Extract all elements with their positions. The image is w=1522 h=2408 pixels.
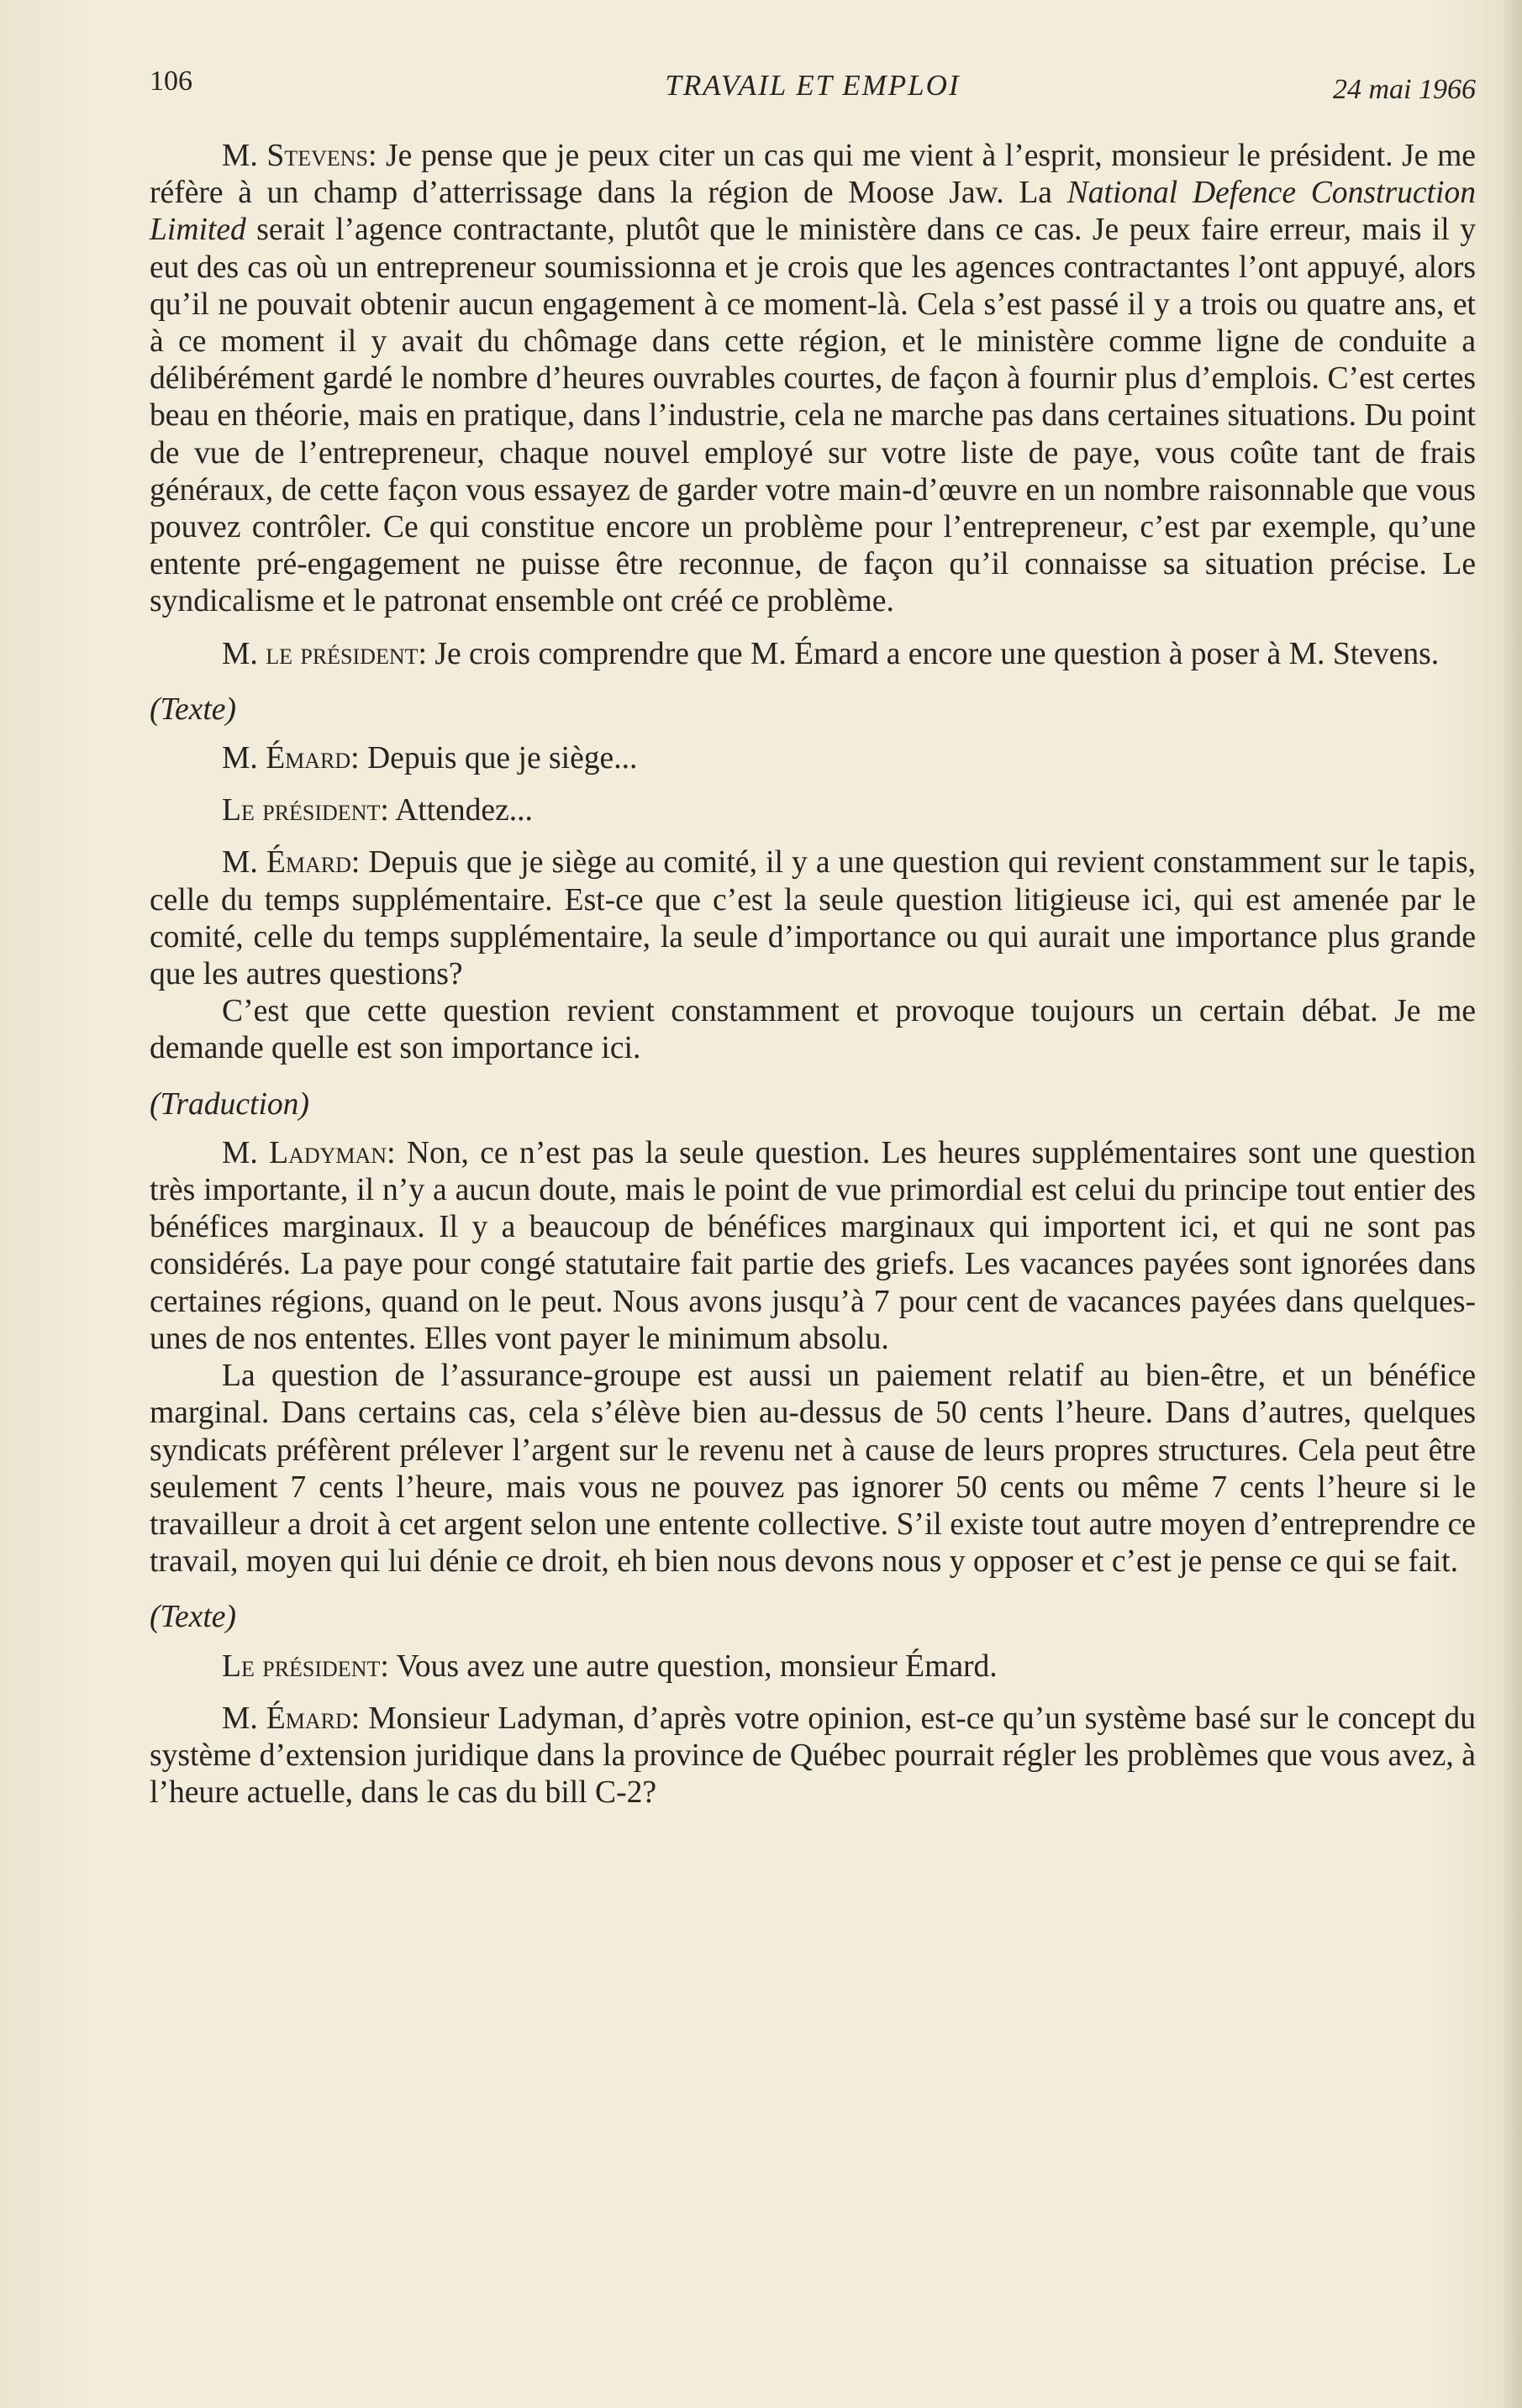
speaker-label: M. Stevens: xyxy=(222,139,377,173)
speaker-label: M. Émard: xyxy=(222,845,361,881)
speech-italic-name: National Defence Construction Limited xyxy=(150,176,1477,248)
paragraph-president xyxy=(150,636,1476,673)
paragraph-president-3 xyxy=(150,1648,1476,1685)
header-date: 24 mai 1966 xyxy=(1333,74,1476,105)
speech-text: Depuis que je siège... xyxy=(359,741,638,776)
page-number: 106 xyxy=(150,66,192,97)
speech-text: Depuis que je siège au comité, il y a une question qui revient constamment sur le tapis, celle du temps supplémentaire. Est-ce que c’est la seule question litigieuse ici, qui est amenée par le comité, celle du temps supplémentaire, la seule d’importance ou qui aurait une importance plus grande que les autres questions? xyxy=(150,845,1477,992)
speech-text: Attendez... xyxy=(388,793,533,828)
speech-text: Vous avez une autre question, monsieur Émard. xyxy=(388,1648,998,1684)
paragraph-stevens xyxy=(150,138,1476,621)
language-tag-texte-2: (Texte) xyxy=(150,1600,236,1635)
speaker-label: Le président: xyxy=(222,1648,389,1684)
speaker-label: M. Émard: xyxy=(222,741,360,776)
speaker-label: M. le président: xyxy=(222,636,427,671)
page-edge-shadow xyxy=(1504,0,1522,2408)
paragraph-ladyman-2: La question de l’assurance-groupe est aussi un paiement relatif au bien-être, et un bénéfice marginal. Dans certains cas, cela s’élève bien au-dessus de 50 cents l’heure. Dans d’autres, quelques syndicats préfèrent prélever l’argent sur le revenu net à cause de leurs propres structures. Cela peut être seulement 7 cents l’heure, mais vous ne pouvez pas ignorer 50 cents ou même 7 cents l’heure si le travailleur a droit à cet argent selon une entente collective. S’il existe tout autre moyen d’entreprendre ce travail, moyen qui lui dénie ce droit, eh bien nous devons nous y opposer et c’est je pense ce qui se fait. xyxy=(150,1359,1476,1580)
paragraph-president-2 xyxy=(150,792,1476,829)
speech-text-continued: serait l’agence contractante, plutôt que le ministère dans ce cas. Je peux faire erreur, mais il y eut des cas où un entrepreneur soumissionna et je crois que les agences contractantes l’ont appuyé, alors qu’il ne pouvait obtenir aucun engagement à ce moment-là. Cela s’est passé il y a trois ou quatre ans, et à ce moment il y avait du chômage dans cette région, et le ministère comme ligne de conduite a délibérément gardé le nombre d’heures ouvrables courtes, de façon à fournir plus d’emplois. C’est certes beau en théorie, mais en pratique, dans l’industrie, cela ne marche pas dans certaines situations. Du point de vue de l’entrepreneur, chaque nouvel employé sur votre liste de paye, vous coûte tant de frais généraux, de cette façon vous essayez de garder votre main-d’œuvre en un nombre raisonnable que vous pouvez contrôler. Ce qui constitue encore un problème pour l’entrepreneur, c’est par exemple, qu’une entente pré-engagement ne puisse être reconnue, de façon qu’il connaisse sa situation précise. Le syndicalisme et le patronat ensemble ont créé ce problème. xyxy=(150,213,1476,619)
paragraph-emard-4 xyxy=(150,1701,1476,1812)
language-tag-texte: (Texte) xyxy=(150,691,236,727)
speech-text: Je crois comprendre que M. Émard a encore une question à poser à M. Stevens. xyxy=(426,636,1440,671)
speech-text: Non, ce n’est pas la seule question. Les heures supplémentaires sont une question très importante, il n’y a aucun doute, mais le point de vue primordial est celui du principe tout entier des bénéfices marginaux. Il y a beaucoup de bénéfices marginaux qui importent ici, et qui ne sont pas considérés. La paye pour congé statutaire fait partie des griefs. Les vacances payées sont ignorées dans certaines régions, quand on le peut. Nous avons jusqu’à 7 pour cent de vacances payées dans quelques-unes de nos ententes. Elles vont payer le minimum absolu. xyxy=(150,1135,1476,1356)
speaker-label: M. Ladyman: xyxy=(222,1135,396,1170)
paragraph-emard-3: C’est que cette question revient constamment et provoque toujours un certain débat. Je me demande quelle est son importance ici. xyxy=(150,994,1476,1066)
transcript-body xyxy=(150,138,1476,1811)
speech-text: Monsieur Ladyman, d’après votre opinion, est-ce qu’un système basé sur le concept du système d’extension juridique dans la province de Québec pourrait régler les problèmes que vous avez, à l’heure actuelle, dans le cas du bill C-2? xyxy=(150,1701,1476,1811)
speaker-label: Le président: xyxy=(222,793,389,828)
running-title: TRAVAIL ET EMPLOI xyxy=(665,69,961,102)
paragraph-ladyman-1 xyxy=(150,1135,1476,1358)
language-tag-traduction: (Traduction) xyxy=(150,1086,309,1122)
speaker-label: M. Émard: xyxy=(222,1701,361,1736)
paragraph-emard-1 xyxy=(150,740,1476,777)
speech-text: Je pense que je peux citer un cas qui me vient à l’esprit, monsieur le président. Je me réfère à un champ d’atterrissage dans la région de Moose Jaw. La xyxy=(150,139,1476,211)
running-header xyxy=(150,57,1476,116)
paragraph-emard-2 xyxy=(150,844,1476,993)
